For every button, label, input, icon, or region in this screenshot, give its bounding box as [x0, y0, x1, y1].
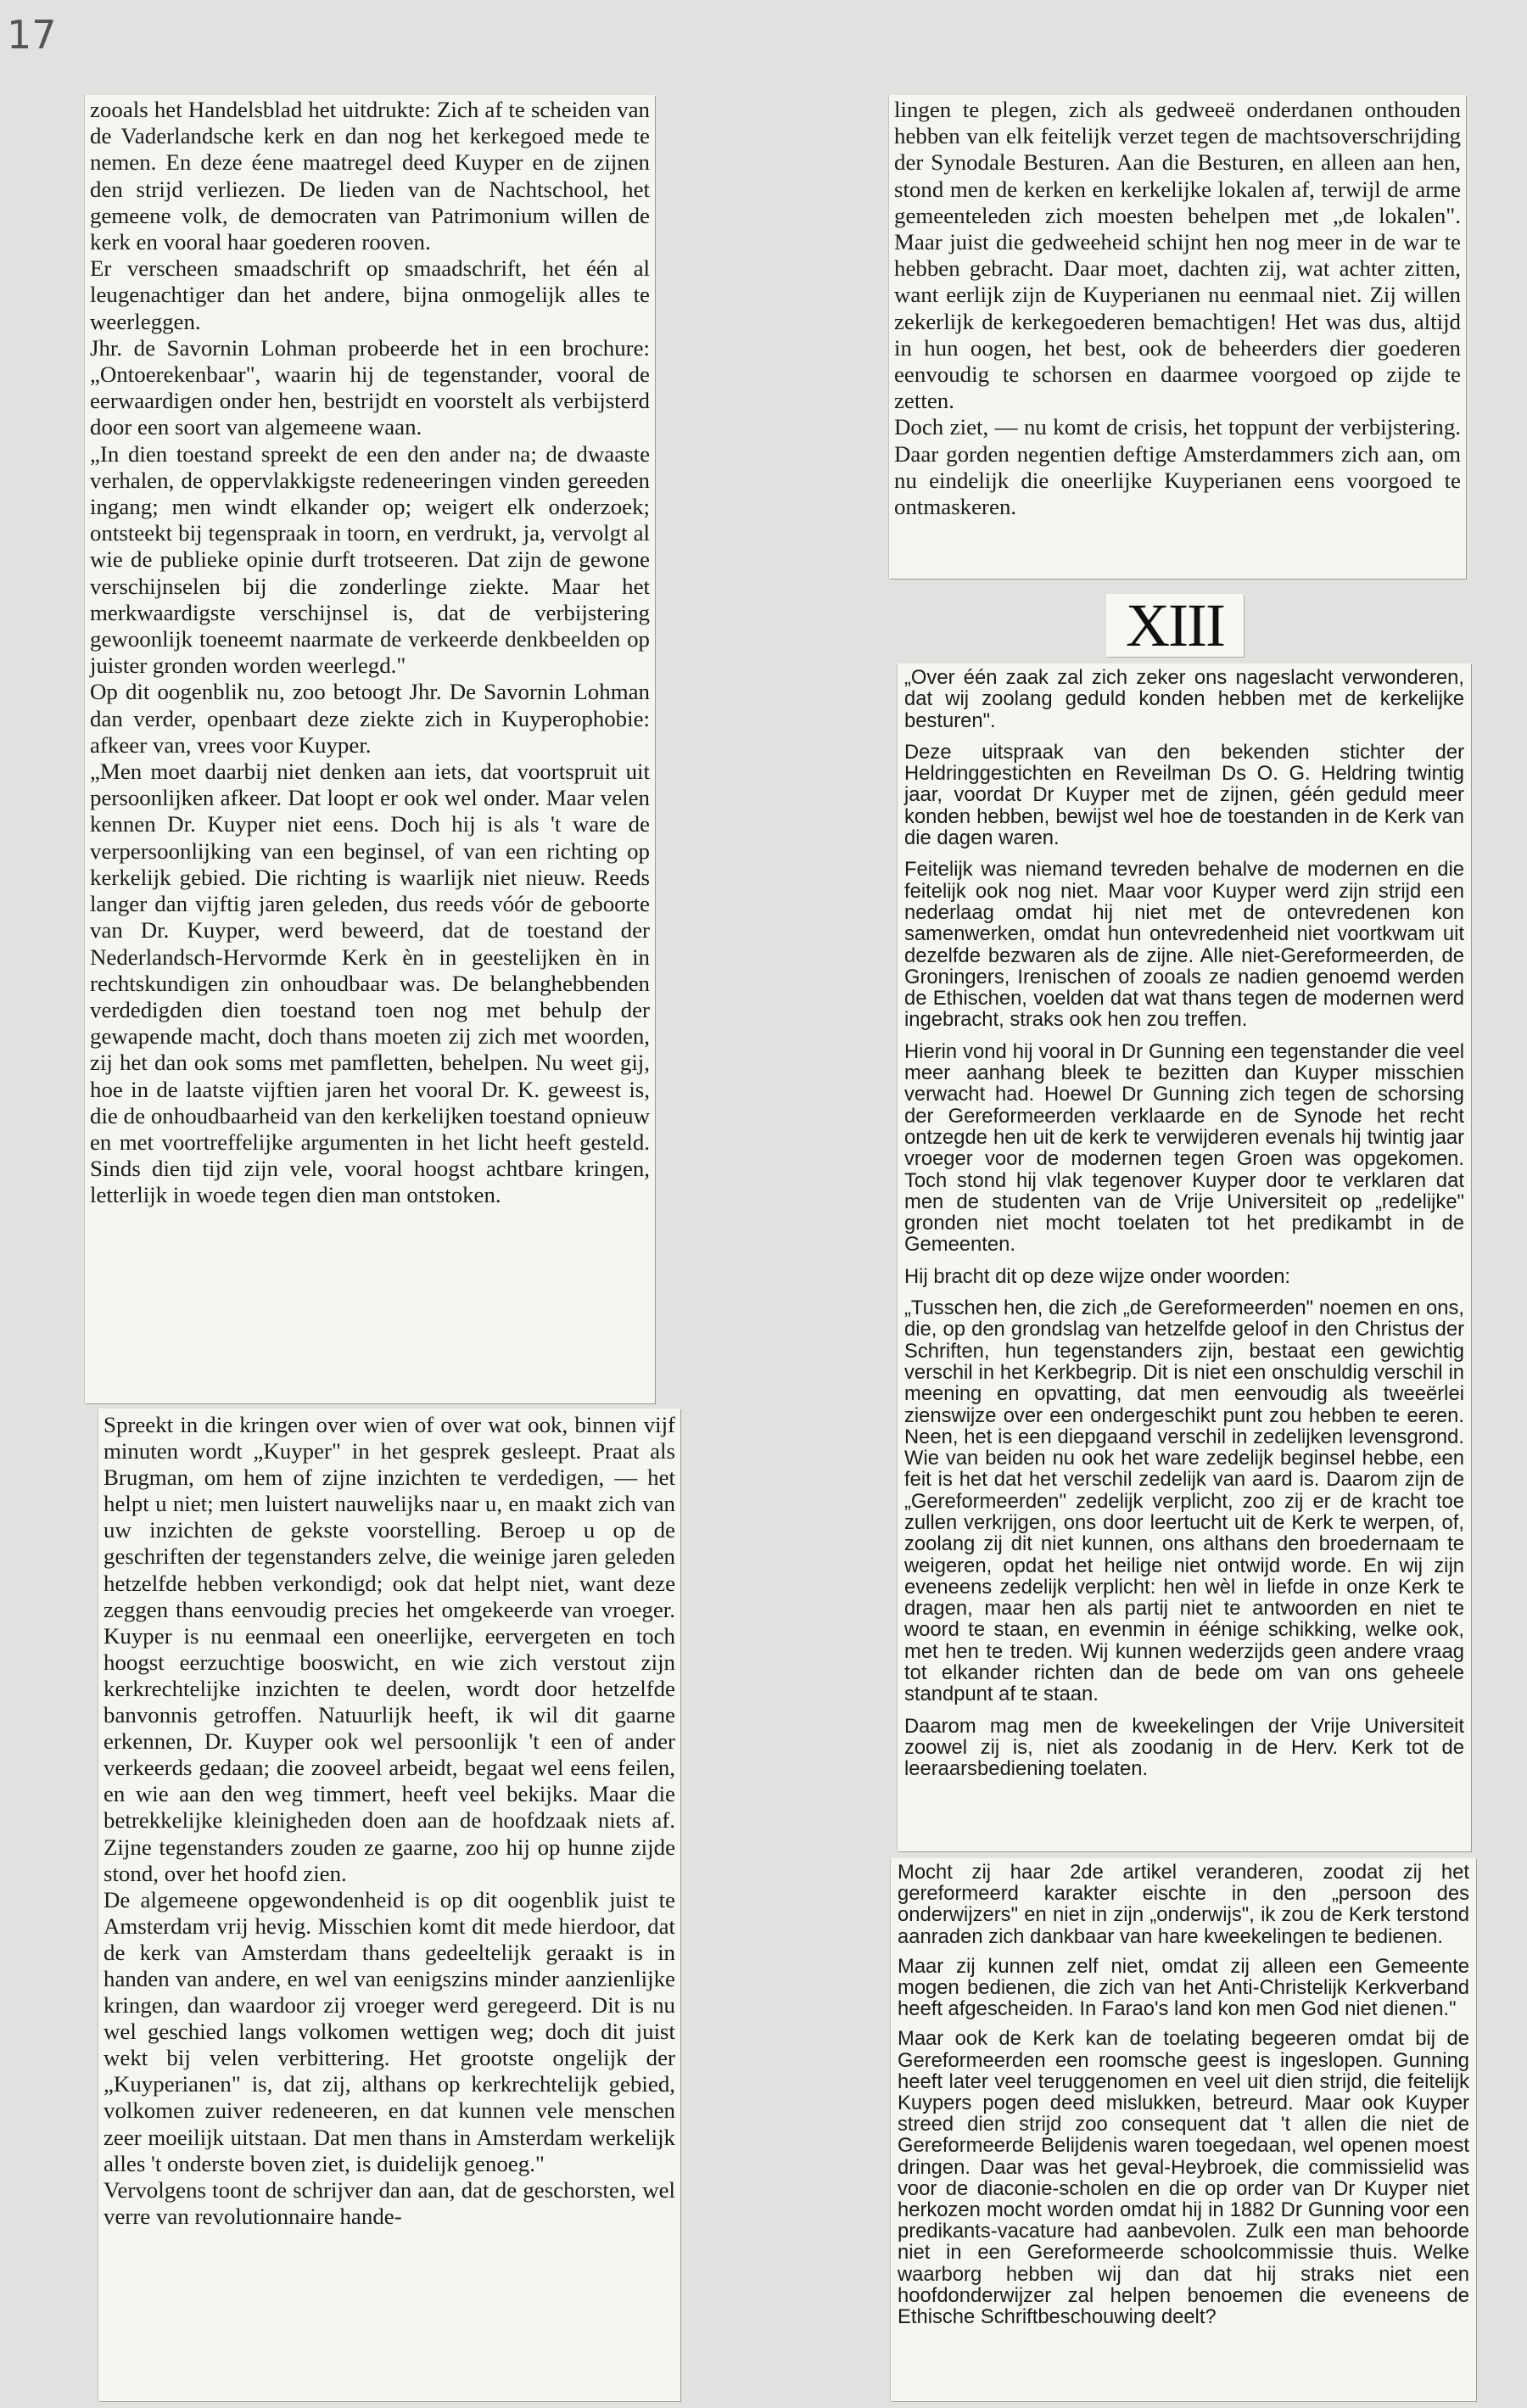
- paragraph: Vervolgens toont de schrijver dan aan, dat de geschorsten, wel verre van revolutionnaire hande-: [103, 2176, 675, 2229]
- paragraph: „Over één zaak zal zich zeker ons nageslacht verwonderen, dat wij zoolang geduld konden hebben met de kerkelijke besturen".: [904, 666, 1464, 732]
- paragraph: zooals het Handelsblad het uitdrukte: Zich af te scheiden van de Vaderlandsche kerk en dan nog het kerkegoed mede te nemen. En deze éene maatregel deed Kuyper en de zijnen den strijd verliezen. De lieden van de Nachtschool, het gemeene volk, de democraten van Patrimonium willen de kerk en vooral haar goederen rooven.: [90, 97, 650, 255]
- paragraph: Maar ook de Kerk kan de toelating begeeren omdat bij de Gereformeerden een roomsche geest is ingeslopen. Gunning heeft later veel teruggenomen en veel uit dien strijd, die feitelijk Kuypers pogen deed mislukken, betreurd. Maar ook Kuyper streed dien strijd zoo consequent dat 't allen die niet de Gereformeerde Belijdenis waren toegedaan, wel openen moest dringen. Daar was het geval-Heybroek, die commissielid was voor de diaconie-scholen en die op order van Dr Kuyper niet herkozen mocht worden omdat hij in 1882 Dr Gunning voor een predikants-vacature had aanbevolen. Zulk een man behoorde niet in een Gereformeerde schoolcommissie thuis. Welke waarborg hebben wij dan dat hij straks niet een hoofdonderwijzer zal helpen benoemen die eveneens de Ethische Schriftbeschouwing deelt?: [898, 2027, 1469, 2329]
- clipping-right-middle: [898, 664, 1471, 1851]
- clipping-right-bottom: [891, 1858, 1476, 2401]
- paragraph: „In dien toestand spreekt de een den ander na; de dwaaste verhalen, de oppervlakkigste redeneeringen vinden gereeden ingang; men windt elkander op; weigert elk onderzoek; ontsteekt bij tegenspraak in toorn, en verdrukt, ja, vervolgt al wie de publieke opinie durft trotseeren. Dat zijn de gewone verschijnselen bij die zonderlinge ziekte. Maar het merkwaardigste verschijnsel is, dat de verbijstering gewoonlijk toeneemt naarmate de verkeerde denkbeelden op juister gronden worden weerlegd.": [90, 440, 650, 679]
- paragraph: De algemeene opgewondenheid is op dit oogenblik juist te Amsterdam vrij hevig. Misschien komt dit mede hierdoor, dat de kerk van Amsterdam thans gedeeltelijk geraakt is in handen van andere, en wel van eenigszins minder aanzienlijke kringen, dan waardoor zij vroeger werd geregeerd. Dit is nu wel geschied langs volkomen wettigen weg; doch dit juist wekt bij velen verbittering. Het grootste ongelijk der „Kuyperianen" is, dat zij, althans op kerkrechtelijk gebied, volkomen zuiver redeneeren, en dat kunnen vele menschen zeer moeilijk uitstaan. Dat men thans in Amsterdam werkelijk alles 't onderste boven ziet, is duidelijk genoeg.": [103, 1886, 675, 2176]
- paragraph: lingen te plegen, zich als gedweeë onderdanen onthouden hebben van elk feitelijk verzet tegen de machtsoverschrijding der Synodale Besturen. Aan die Besturen, en alleen aan hen, stond men de kerken en kerkelijke lokalen af, terwijl de arme gemeenteleden zich moesten behelpen met „de lokalen". Maar juist die gedweeheid schijnt hen nog meer in de war te hebben gebracht. Daar moet, dachten zij, wat achter zitten, want eerlijk zijn de Kuyperianen nu eenmaal niet. Zij willen zekerlijk de kerkegoederen bemachtigen! Het was dus, altijd in hun oogen, het best, ook de beheerders dier goederen eenvoudig te schorsen en daarmee voorgoed op zijde te zetten.: [894, 97, 1461, 414]
- paragraph: „Men moet daarbij niet denken aan iets, dat voortspruit uit persoonlijken afkeer. Dat loopt er ook wel onder. Maar velen kennen Dr. Kuyper niet eens. Doch hij is als 't ware de verpersoonlijking van een beginsel, of van een richting op kerkelijk gebied. Die richting is waarlijk niet nieuw. Reeds langer dan vijftig jaren geleden, dus reeds vóór de geboorte van Dr. Kuyper, werd beweerd, dat de toestand der Nederlandsch-Hervormde Kerk èn in geestelijken èn in rechtskundigen zin onhoudbaar was. De belanghebbenden verdedigden dien toestand toen nog met behulp der gewapende macht, doch thans moeten zij zich met woorden, zij het dan ook soms met pamfletten, behelpen. Nu weet gij, hoe in de laatste vijftien jaren het vooral Dr. K. geweest is, die de onhoudbaarheid van den kerkelijken toestand opnieuw en met voortreffelijke argumenten in het licht heeft gesteld. Sinds dien tijd zijn vele, vooral hoogst achtbare kringen, letterlijk in woede tegen dien man ontstoken.: [90, 759, 650, 1208]
- paragraph: Feitelijk was niemand tevreden behalve de modernen en die feitelijk ook nog niet. Maar voor Kuyper werd zijn strijd een nederlaag omdat hij niet met de ontevredenen kon samenwerken, omdat hun ontevredenheid niet voortkwam uit dezelfde bezwaren als de zijne. Alle niet-Gereformeerden, de Groningers, Irenischen of zooals ze nadien genoemd werden de Ethischen, voelden dat wat thans tegen de modernen werd ingebracht, straks ook hen zou treffen.: [904, 858, 1464, 1032]
- clipping-right-top: [889, 95, 1466, 579]
- paragraph: Er verscheen smaadschrift op smaadschrift, het één al leugenachtiger dan het andere, bijna onmogelijk alles te weerleggen.: [90, 255, 650, 334]
- paragraph: Maar zij kunnen zelf niet, omdat zij alleen een Gemeente mogen bedienen, die zich van het Anti-Christelijk Kerkverband heeft afgescheiden. In Farao's land kon men God niet dienen.": [898, 1954, 1469, 2021]
- paragraph: Hij bracht dit op deze wijze onder woorden:: [904, 1264, 1291, 1288]
- paragraph: Hierin vond hij vooral in Dr Gunning een tegenstander die veel meer aanhang bleek te bezitten dan Kuyper misschien verwacht had. Hoewel Dr Gunning zich tegen de schorsing der Gereformeerden verklaarde en de Synode het recht ontzegde hen uit de kerk te verwijderen evenals hij twintig jaar vroeger voor de modernen tegen Groen was opgekomen. Toch stond hij vlak tegenover Kuyper door te verklaren dat men de studenten van de Vrije Universiteit op „redelijke" gronden niet mocht toelaten tot het predikambt in de Gemeenten.: [904, 1039, 1464, 1257]
- clipping-left-bottom: [98, 1408, 680, 2401]
- clipping-left-top: [85, 95, 655, 1403]
- paragraph: Daarom mag men de kweekelingen der Vrije Universiteit zoowel zij is, niet als zoodanig in de Herv. Kerk tot de leeraarsbediening toelaten.: [904, 1714, 1464, 1781]
- paragraph: Jhr. de Savornin Lohman probeerde het in een brochure: „Ontoerekenbaar", waarin hij de tegenstander, vooral de eerwaardigen onder hen, bestrijdt en voorstelt als verbijsterd door een soort van algemeene waan.: [90, 334, 650, 440]
- paragraph: Deze uitspraak van den bekenden stichter der Heldringgestichten en Reveilman Ds O. G. Heldring twintig jaar, voordat Dr Kuyper met de zijnen, géén geduld meer konden hebben, bewijst wel hoe de toestanden in de Kerk van die dagen waren.: [904, 740, 1464, 850]
- paragraph: Op dit oogenblik nu, zoo betoogt Jhr. De Savornin Lohman dan verder, openbaart deze ziekte zich in Kuyperophobie: afkeer van, vrees voor Kuyper.: [90, 679, 650, 758]
- page-number-mark: 17: [7, 12, 57, 58]
- paragraph: Mocht zij haar 2de artikel veranderen, zoodat zij het gereformeerd karakter eischte in den „persoon des onderwijzers" en niet in zijn „onderwijs", ik zou de Kerk terstond aanraden zich dankbaar van hare kweekelingen te bedienen.: [898, 1861, 1469, 1948]
- paragraph: Spreekt in die kringen over wien of over wat ook, binnen vijf minuten wordt „Kuyper" in het gesprek gesleept. Praat als Brugman, om hem of zijne inzichten te verdedigen, — het helpt u niet; men luistert nauwelijks naar u, en maakt zich van uw inzichten de gekste voorstelling. Beroep u op de geschriften der tegenstanders zelve, die weinige jaren geleden hetzelfde hebben verkondigd; ook dat helpt niet, want deze zeggen thans eenvoudig precies het omgekeerde van vroeger. Kuyper is nu eenmaal een oneerlijke, eervergeten en toch hoogst eerzuchtige booswicht, en wie zich verstout zijn kerkrechtelijke inzichten te deelen, wordt door hetzelfde banvonnis getroffen. Natuurlijk heeft, ik wil dit gaarne erkennen, Dr. Kuyper ook wel persoonlijk 't een of ander verkeerds gedaan; die zooveel arbeidt, begaat wel eens feilen, en wie aan den weg timmert, heeft veel bekijks. Maar die betrekkelijke kleinigheden doen aan de hoofdzaak niets af. Zijne tegenstanders zouden ze gaarne, zoo hij op hunne zijde stond, over het hoofd zien.: [103, 1412, 675, 1886]
- paragraph: Doch ziet, — nu komt de crisis, het toppunt der verbijstering. Daar gorden negentien deftige Amsterdammers zich aan, om nu eindelijk die oneerlijke Kuyperianen eens voorgoed te ontmaskeren.: [894, 414, 1461, 520]
- paragraph: „Tusschen hen, die zich „de Gereformeerden" noemen en ons, die, op den grondslag van hetzelfde geloof in den Christus der Schriften, hun tegenstanders zijn, bestaat een gewichtig verschil in het Kerkbegrip. Dit is niet een onschuldig verschil in meening en opvatting, dat men eenvoudig als tweeërlei zienswijze over een ondergeschikt punt zou hebben te eeren. Neen, het is een diepgaand verschil in zedelijken levensgrond. Wie van beiden nu ook het ware zedelijk beginsel hebbe, een feit is het dat het verschil zedelijk van aard is. Daarom zijn de „Gereformeerden" zedelijk verplicht, zoo zij er de kracht toe zullen verkrijgen, ons door leertucht uit de Kerk te werpen, of, zoolang zij dit niet kunnen, ons althans den broedernaam te weigeren, opdat het heilige niet ontwijd worde. En wij zijn eveneens zedelijk verplicht: hen wèl in liefde in onze Kerk te dragen, maar hen als partij niet te antwoorden en niet te woord te staan, en evenmin in éénige schikking, welke ook, met hen te treden. Wij kunnen wederzijds geen andere vraag tot elkander richten dan de bede om van ons geheele standpunt af te staan.: [904, 1296, 1464, 1706]
- chapter-heading: XIII: [1106, 594, 1244, 657]
